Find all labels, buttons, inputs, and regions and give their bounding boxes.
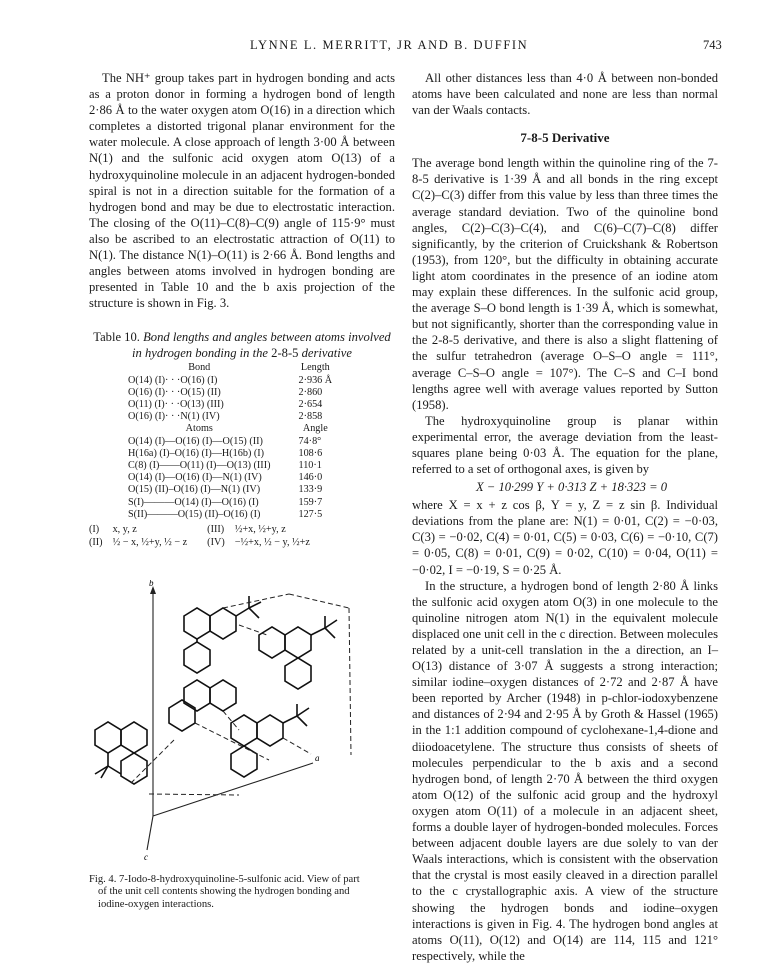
- angle-cell: 108·6: [298, 447, 323, 459]
- molecule-top-left: [184, 596, 261, 673]
- table-row: [128, 497, 332, 509]
- bond-cell: O(11) (I)· · ·O(13) (III): [128, 399, 224, 411]
- left-column: [89, 70, 395, 549]
- table-caption: [89, 329, 395, 361]
- paragraph: The NH⁺ group takes part in hydrogen bonding and acts as a proton donor in forming a hydrogen bond of length 2·86 Å to the water oxygen atom O(16) in a direction which completes a distorted trigonal planar environment for the water molecule. A close approach of length 3·00 Å between N(1) and the sulfonic acid oxygen atom O(13) of a hydroxyquinoline molecule in an adjacent hydrogen-bonded spiral is not in a direction suitable for the formation of a hydrogen bond and may be due to electrostatic interaction. The closing of the O(11)–C(8)–C(9) angle of 115·9° must also be ascribed to an electrostatic attraction of O(11) to N(1). The distance N(1)–O(11) is 2·66 Å. Bond lengths and angles between atoms involved in hydrogen bonding are presented in Table 10 and the b axis projection of the structure is shown in Fig. 3.: [89, 71, 395, 311]
- table-row: [128, 484, 332, 496]
- paragraph: All other distances less than 4·0 Å between non-bonded atoms have been calculated and none are less than normal van der Waals contacts.: [412, 71, 718, 118]
- length-cell: 2·858: [298, 411, 323, 423]
- figure-caption-line: of the unit cell contents showing the hydrogen bonding and: [98, 886, 350, 898]
- atoms-cell: H(16a) (I)–O(16) (I)—H(16b) (I): [128, 447, 265, 459]
- table-row: [128, 436, 332, 448]
- symmetry-coords: ½+x, ½+y, z: [234, 524, 286, 536]
- table-caption-title: Bond lengths and angles between atoms involved in hydrogen bonding in the: [132, 330, 391, 361]
- table-caption-prefix: Table 10.: [93, 330, 140, 345]
- figure-caption-line: Fig. 4. 7-Iodo-8-hydroxyquinoline-5-sulfonic acid. View of part: [89, 874, 360, 885]
- molecules: [95, 596, 337, 784]
- axis-label-a: a: [315, 753, 320, 763]
- table-row: [128, 399, 332, 411]
- angle-cell: 110·1: [298, 460, 322, 472]
- table-row: [128, 423, 332, 435]
- figure-caption: [89, 874, 399, 911]
- atoms-cell: O(14) (I)—O(16) (I)—N(1) (IV): [128, 472, 262, 484]
- symmetry-code: (II): [89, 536, 103, 548]
- molecule-mid-left: [169, 680, 236, 731]
- figure-4: [89, 580, 395, 870]
- paragraph: In the structure, a hydrogen bond of length 2·80 Å links the sulfonic acid oxygen atom O(3) in one molecule to the quinoline nitrogen atom N(1) in the equivalent molecule displaced one unit cell in the c direction. Between molecules related by a unit-cell translation in the a direction, an I–O(13) distance of 3·07 Å suggests a strong interaction; similar iodine–oxygen distances of 2·72 and 2·87 Å have been reported by Archer (1948) in p-chlor-iodoxybenzene and distances of 2·94 and 2·95 Å by Groth & Hassel (1965) in the 1:1 addition compound of cyclohexane-1,4-dione and diiodoacetylene. The structure thus consists of sheets of molecules perpendicular to the b axis and a second hydrogen bond, of length 2·70 Å between the third oxygen atom O(12) of the sulfonic acid group and the hydroxyl oxygen atom O(11) of a molecule in an adjacent sheet, forms a double layer of hydrogen-bonded molecules. Forces between adjacent double layers are due solely to van der Waals interactions, which is consistent with the observation that the crystal is most easily cleaved in a direction parallel to the c crystallographic axis. A view of the structure showing the hydrogen bonds and iodine–oxygen interactions is given in Fig. 4. The hydrogen bond angles at atoms O(11), O(12) and O(14) are 114, 115 and 121° respectively, while the: [412, 578, 718, 963]
- atoms-cell: C(8) (I)——O(11) (I)—O(13) (III): [128, 460, 271, 472]
- section-heading: 7-8-5 Derivative: [520, 130, 610, 146]
- table-row: [128, 460, 332, 472]
- symmetry-code: (I): [89, 524, 100, 536]
- running-head: LYNNE L. MERRITT, JR AND B. DUFFIN: [250, 38, 529, 52]
- angle-cell: 159·7: [298, 496, 323, 508]
- table-caption-suffix: 2-8-5: [271, 346, 299, 361]
- paragraph: The average bond length within the quinoline ring of the 7-8-5 derivative is 1·39 Å and all bonds in the ring except C(2)–C(3) differ from this value by less than three times the average standard deviation. Two of the quinoline bond angles, C(2)–C(3)–C(4), and C(6)–C(7)–C(8) differ significantly, by the criterion of Cruickshank & Robertson (1953), from 120°, but the difficulty in obtaining accurate light atom coordinates in the presence of an iodine atom may explain these differences. In the sulfonic acid group, the average S–O bond length is 1·39 Å, which is somewhat, but not significantly, shorter than the corresponding value in the 2-8-5 derivative, and there is also a slight flattening of the sulfur tetrahedron (average O–S–O angle = 111°, average C–S–O angle = 107°). The C–S and C–I bond lengths agree well with average values reported by Sutton (1958).: [412, 156, 718, 412]
- length-cell: 2·936 Å: [298, 374, 333, 386]
- molecule-top-right: [259, 616, 337, 689]
- table-row: [128, 472, 332, 484]
- c-axis-line: [147, 816, 153, 850]
- symmetry-code: (III): [207, 524, 225, 536]
- symmetry-table: [89, 524, 316, 549]
- bond-cell: O(16) (I)· · ·N(1) (IV): [128, 411, 220, 423]
- length-cell: 2·860: [298, 386, 323, 398]
- angle-cell: 74·8°: [298, 435, 322, 447]
- bond-table: [128, 362, 332, 521]
- atoms-cell: S(I)———O(14) (I)—O(16) (I): [128, 496, 259, 508]
- figure-caption-line: iodine-oxygen interactions.: [98, 898, 214, 910]
- right-column: [412, 70, 718, 964]
- running-header: [0, 38, 784, 56]
- axis-label-b: b: [149, 580, 154, 588]
- length-cell: 2·654: [298, 399, 323, 411]
- angle-cell: 127·5: [298, 508, 323, 520]
- plane-equation: X − 10·299 Y + 0·313 Z + 18·323 = 0: [475, 480, 668, 495]
- symmetry-coords: −½+x, ½ − y, ½+z: [234, 536, 310, 548]
- molecule-bottom-right: [231, 704, 309, 777]
- bond-cell: O(14) (I)· · ·O(16) (I): [128, 374, 218, 386]
- paragraph: The hydroxyquinoline group is planar within experimental error, the average deviation from the least-squares plane being 0·03 Å. The equation for the plane, referred to a set of orthogonal axes, is given by: [412, 413, 718, 477]
- symmetry-coords: ½ − x, ½+y, ½ − z: [112, 536, 188, 548]
- column-header-length: Length: [300, 362, 330, 374]
- bond-cell: O(16) (I)· · ·O(15) (II): [128, 386, 221, 398]
- column-header-angle: Angle: [302, 423, 328, 435]
- atoms-cell: O(14) (I)—O(16) (I)—O(15) (II): [128, 435, 263, 447]
- table-row: [128, 411, 332, 423]
- angle-cell: 146·0: [298, 472, 323, 484]
- axis-label-c: c: [144, 852, 148, 862]
- column-header-atoms: Atoms: [185, 423, 213, 435]
- table-row: [128, 509, 332, 521]
- angle-cell: 133·9: [298, 484, 323, 496]
- symmetry-row: [89, 524, 316, 537]
- atoms-cell: O(15) (II)–O(16) (I)—N(1) (IV): [128, 484, 261, 496]
- page-number: 743: [703, 38, 722, 52]
- paragraph: where X = x + z cos β, Y = y, Z = z sin β. Individual deviations from the plane are: N(1) = 0·01, C(2) = −0·03, C(3) = −0·02, C(4) = 0·01, C(5) = 0·03, C(6) = −0·10, C(7) = 0·05, C(8) = 0·01, C(9) = 0·02, C(10) = 0·04, O(11) = −0·02, I = −0·19, S = 0·25 Å.: [412, 498, 718, 577]
- table-row: [128, 362, 332, 374]
- interaction-lines: [129, 594, 351, 795]
- column-header-bond: Bond: [188, 362, 211, 374]
- structure-diagram: [89, 580, 395, 870]
- symmetry-row: [89, 537, 316, 550]
- table-row: [128, 387, 332, 399]
- symmetry-coords: x, y, z: [112, 524, 137, 536]
- symmetry-code: (IV): [207, 536, 225, 548]
- atoms-cell: S(II)———O(15) (II)–O(16) (I): [128, 508, 261, 520]
- table-row: [128, 375, 332, 387]
- table-row: [128, 448, 332, 460]
- table-caption-end: derivative: [301, 346, 352, 361]
